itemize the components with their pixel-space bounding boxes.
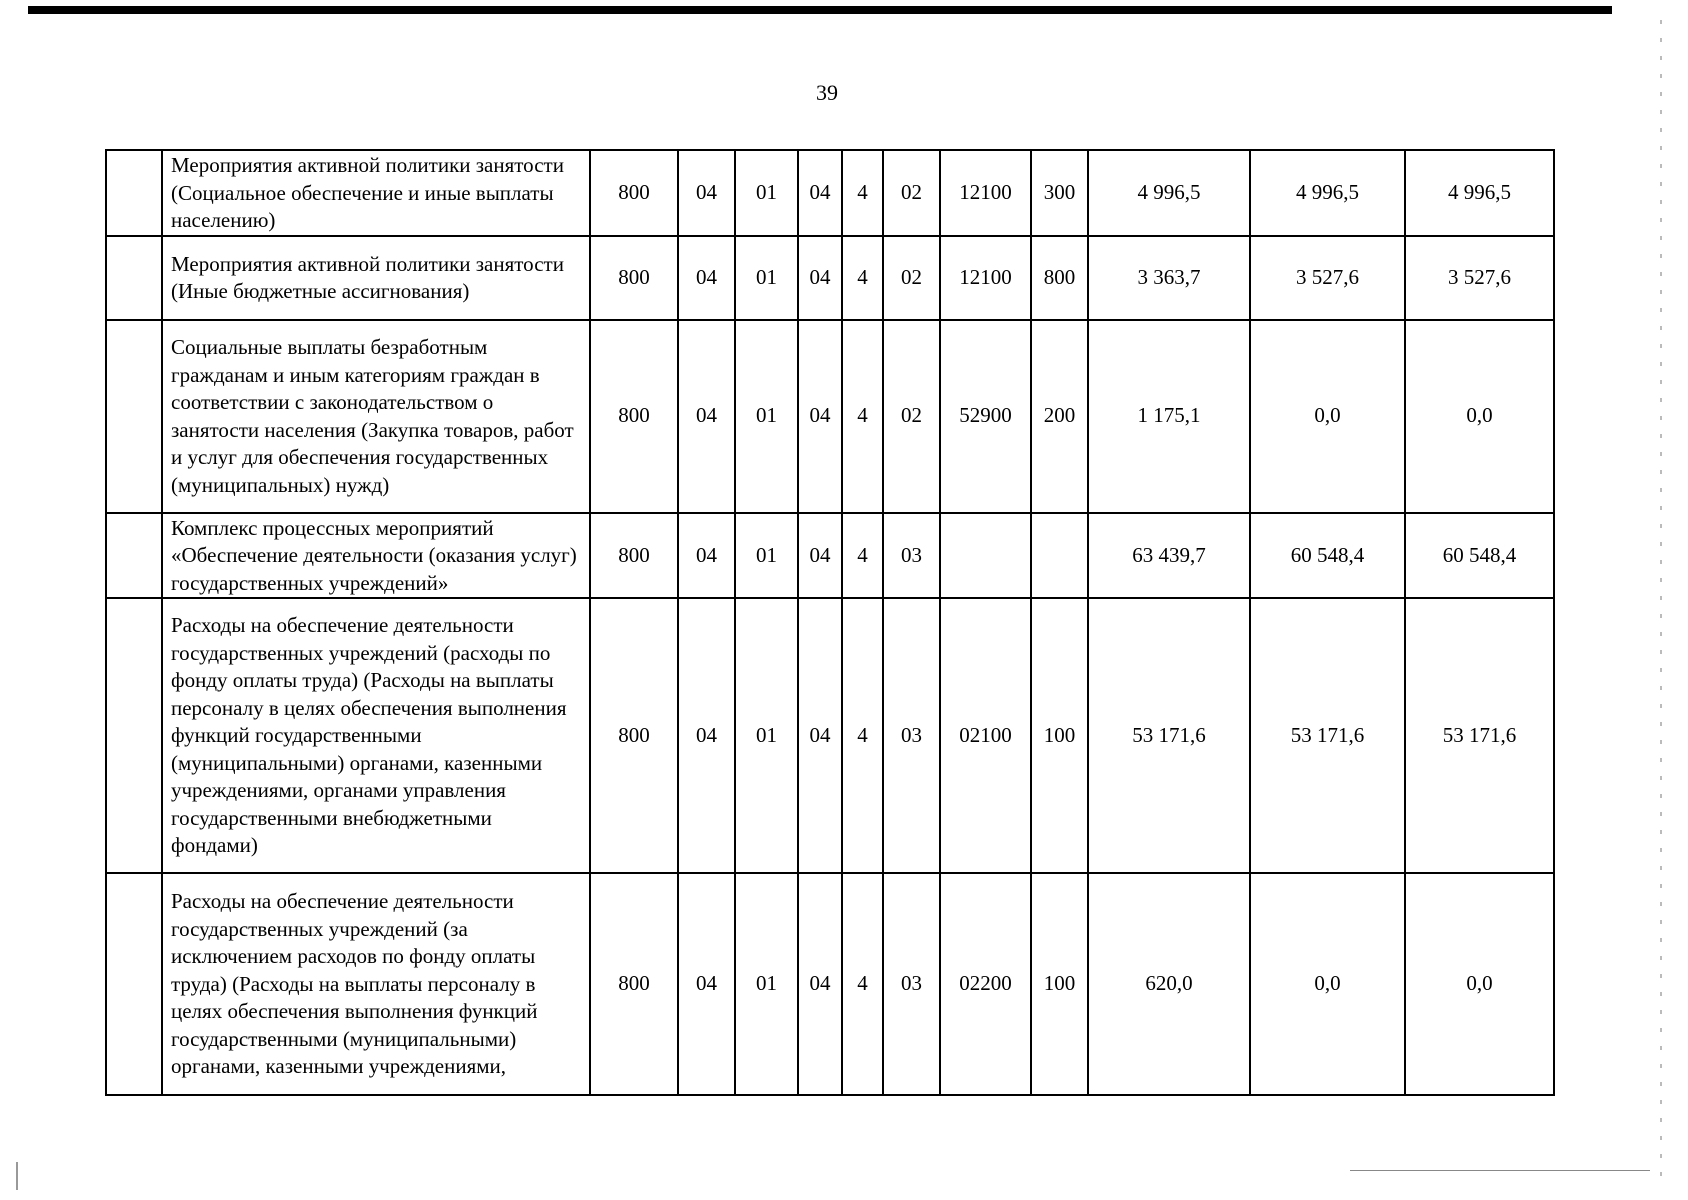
subsection-code-cell: 01: [735, 598, 798, 873]
amount-year-2-cell: 60 548,4: [1250, 513, 1405, 599]
program-code-cell: 04: [798, 236, 842, 320]
subsection-code-cell: 01: [735, 236, 798, 320]
program-code-cell: 04: [798, 320, 842, 513]
section-code-cell: 04: [678, 236, 735, 320]
subsection-code-cell: 01: [735, 873, 798, 1095]
row-number-cell: [106, 513, 162, 599]
item-name-cell: Расходы на обеспечение деятельности государственных учреждений (за исключением расходов по фонду оплаты труда) (Расходы на выплаты персоналу в целях обеспечения выполнения функций государственными (муниципальными) органами, казенными учреждениями,: [162, 873, 590, 1095]
activity-code-cell: 02: [883, 320, 940, 513]
section-code-cell: 04: [678, 150, 735, 236]
table-row: [106, 150, 1554, 236]
subsection-code-cell: 01: [735, 320, 798, 513]
scan-right-edge: [1660, 20, 1662, 1180]
direction-code-cell: 12100: [940, 236, 1031, 320]
amount-year-1-cell: 63 439,7: [1088, 513, 1250, 599]
expense-type-cell: 300: [1031, 150, 1088, 236]
amount-year-1-cell: 1 175,1: [1088, 320, 1250, 513]
subprogram-code-cell: 4: [842, 320, 883, 513]
amount-year-3-cell: 0,0: [1405, 873, 1554, 1095]
section-code-cell: 04: [678, 873, 735, 1095]
item-name-cell: Мероприятия активной политики занятости (Социальное обеспечение и иные выплаты населению): [162, 150, 590, 236]
table-row: [106, 598, 1554, 873]
direction-code-cell: 52900: [940, 320, 1031, 513]
ministry-code-cell: 800: [590, 873, 678, 1095]
budget-table: [105, 149, 1555, 1096]
direction-code-cell: 02200: [940, 873, 1031, 1095]
ministry-code-cell: 800: [590, 150, 678, 236]
item-name-cell: Социальные выплаты безработным гражданам и иным категориям граждан в соответствии с законодательством о занятости населения (Закупка товаров, работ и услуг для обеспечения государственных (муниципальных) нужд): [162, 320, 590, 513]
expense-type-cell: 100: [1031, 873, 1088, 1095]
amount-year-2-cell: 4 996,5: [1250, 150, 1405, 236]
table-row: [106, 513, 1554, 599]
amount-year-3-cell: 0,0: [1405, 320, 1554, 513]
program-code-cell: 04: [798, 513, 842, 599]
expense-type-cell: 200: [1031, 320, 1088, 513]
ministry-code-cell: 800: [590, 236, 678, 320]
activity-code-cell: 03: [883, 513, 940, 599]
expense-type-cell: 800: [1031, 236, 1088, 320]
subprogram-code-cell: 4: [842, 873, 883, 1095]
budget-table-body: [106, 150, 1554, 1095]
subprogram-code-cell: 4: [842, 598, 883, 873]
activity-code-cell: 03: [883, 873, 940, 1095]
row-number-cell: [106, 598, 162, 873]
program-code-cell: 04: [798, 150, 842, 236]
amount-year-3-cell: 4 996,5: [1405, 150, 1554, 236]
ministry-code-cell: 800: [590, 513, 678, 599]
amount-year-3-cell: 60 548,4: [1405, 513, 1554, 599]
amount-year-3-cell: 53 171,6: [1405, 598, 1554, 873]
direction-code-cell: 02100: [940, 598, 1031, 873]
direction-code-cell: 12100: [940, 150, 1031, 236]
row-number-cell: [106, 236, 162, 320]
scan-top-border: [28, 6, 1612, 14]
row-number-cell: [106, 150, 162, 236]
table-row: [106, 873, 1554, 1095]
amount-year-1-cell: 620,0: [1088, 873, 1250, 1095]
amount-year-2-cell: 53 171,6: [1250, 598, 1405, 873]
program-code-cell: 04: [798, 873, 842, 1095]
activity-code-cell: 02: [883, 150, 940, 236]
expense-type-cell: [1031, 513, 1088, 599]
direction-code-cell: [940, 513, 1031, 599]
row-number-cell: [106, 873, 162, 1095]
item-name-cell: Расходы на обеспечение деятельности государственных учреждений (расходы по фонду оплаты труда) (Расходы на выплаты персоналу в целях обеспечения выполнения функций государственными (муниципальными) органами, казенными учреждениями, органами управления государственными внебюджетными фондами): [162, 598, 590, 873]
ministry-code-cell: 800: [590, 598, 678, 873]
amount-year-2-cell: 3 527,6: [1250, 236, 1405, 320]
scan-bottom-rule: [1350, 1170, 1650, 1171]
table-row: [106, 320, 1554, 513]
subsection-code-cell: 01: [735, 150, 798, 236]
subprogram-code-cell: 4: [842, 236, 883, 320]
amount-year-2-cell: 0,0: [1250, 873, 1405, 1095]
scan-left-mark: [16, 1162, 18, 1190]
amount-year-1-cell: 53 171,6: [1088, 598, 1250, 873]
item-name-cell: Мероприятия активной политики занятости (Иные бюджетные ассигнования): [162, 236, 590, 320]
amount-year-3-cell: 3 527,6: [1405, 236, 1554, 320]
subsection-code-cell: 01: [735, 513, 798, 599]
table-row: [106, 236, 1554, 320]
ministry-code-cell: 800: [590, 320, 678, 513]
expense-type-cell: 100: [1031, 598, 1088, 873]
amount-year-1-cell: 3 363,7: [1088, 236, 1250, 320]
program-code-cell: 04: [798, 598, 842, 873]
activity-code-cell: 02: [883, 236, 940, 320]
page-number: 39: [816, 80, 838, 105]
subprogram-code-cell: 4: [842, 513, 883, 599]
subprogram-code-cell: 4: [842, 150, 883, 236]
amount-year-2-cell: 0,0: [1250, 320, 1405, 513]
section-code-cell: 04: [678, 598, 735, 873]
section-code-cell: 04: [678, 513, 735, 599]
row-number-cell: [106, 320, 162, 513]
activity-code-cell: 03: [883, 598, 940, 873]
section-code-cell: 04: [678, 320, 735, 513]
item-name-cell: Комплекс процессных мероприятий «Обеспечение деятельности (оказания услуг) государственных учреждений»: [162, 513, 590, 599]
amount-year-1-cell: 4 996,5: [1088, 150, 1250, 236]
